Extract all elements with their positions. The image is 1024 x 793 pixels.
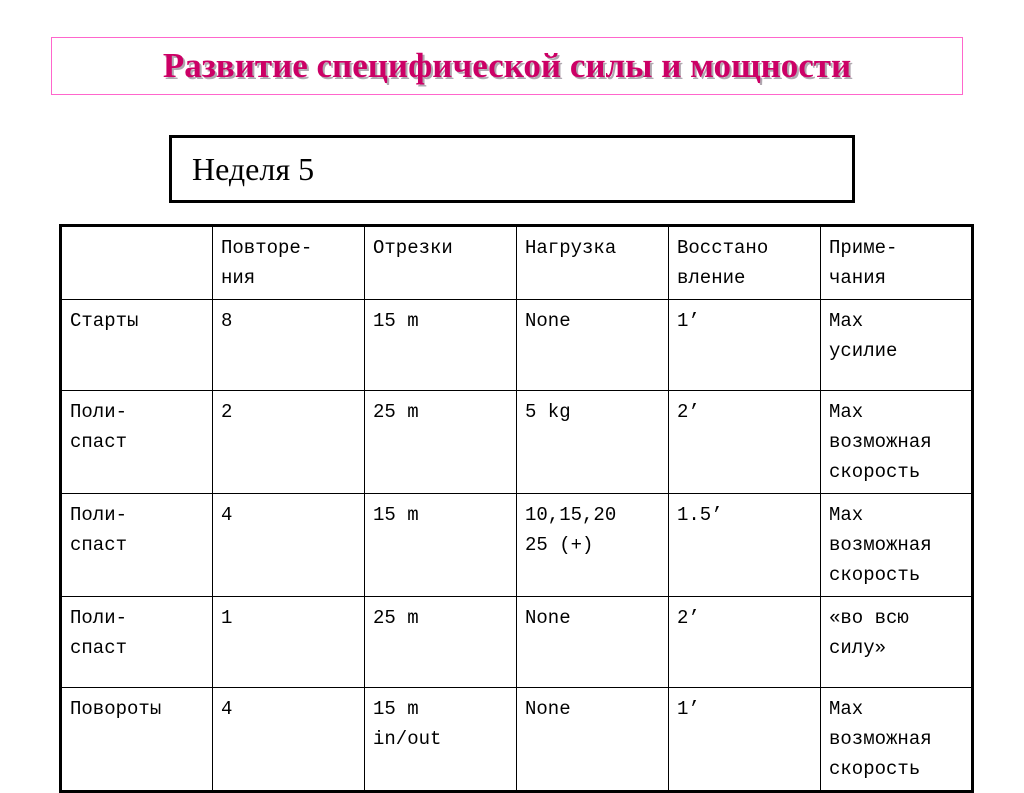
rest-text: 2’ <box>677 401 700 423</box>
rest-cell <box>669 597 821 688</box>
load-cell <box>517 300 669 391</box>
table-row <box>61 391 973 494</box>
note-text: Max возможная скорость <box>829 698 932 780</box>
reps-cell <box>213 300 365 391</box>
load-text: None <box>525 698 571 720</box>
load-text: None <box>525 607 571 629</box>
rest-text: 2’ <box>677 607 700 629</box>
rest-text: 1.5’ <box>677 504 723 526</box>
load-cell <box>517 597 669 688</box>
header-load-text: Нагрузка <box>525 237 617 259</box>
table-row <box>61 494 973 597</box>
note-cell <box>821 688 973 792</box>
rest-cell <box>669 391 821 494</box>
header-cell-rest <box>669 226 821 300</box>
segment-cell <box>365 688 517 792</box>
header-cell-reps <box>213 226 365 300</box>
load-text: None <box>525 310 571 332</box>
table-header-row <box>61 226 973 300</box>
reps-text: 2 <box>221 401 233 423</box>
header-rest-text: Восстано вление <box>677 237 769 289</box>
load-text: 10,15,20 25 (+) <box>525 504 617 556</box>
header-cell-segments <box>365 226 517 300</box>
header-cell-load <box>517 226 669 300</box>
table-row <box>61 300 973 391</box>
note-cell <box>821 391 973 494</box>
segment-cell <box>365 597 517 688</box>
reps-text: 4 <box>221 504 233 526</box>
note-text: Max усилие <box>829 310 898 362</box>
segment-cell <box>365 494 517 597</box>
load-cell <box>517 391 669 494</box>
segment-text: 25 m <box>373 401 419 423</box>
segment-cell <box>365 391 517 494</box>
exercise-cell <box>61 597 213 688</box>
exercise-cell <box>61 300 213 391</box>
title-box <box>51 37 963 95</box>
reps-cell <box>213 597 365 688</box>
reps-cell <box>213 688 365 792</box>
week-box <box>169 135 855 203</box>
reps-text: 8 <box>221 310 233 332</box>
table-row <box>61 688 973 792</box>
reps-cell <box>213 494 365 597</box>
rest-text: 1’ <box>677 310 700 332</box>
week-label: Неделя 5 <box>192 150 315 187</box>
reps-text: 1 <box>221 607 233 629</box>
rest-text: 1’ <box>677 698 700 720</box>
segment-text: 25 m <box>373 607 419 629</box>
schedule-table <box>59 224 974 793</box>
segment-text: 15 m in/out <box>373 698 442 750</box>
header-cell-notes <box>821 226 973 300</box>
header-cell-empty <box>61 226 213 300</box>
exercise-text: Старты <box>70 310 139 332</box>
rest-cell <box>669 494 821 597</box>
header-reps-text: Повторе- ния <box>221 237 313 289</box>
load-text: 5 kg <box>525 401 571 423</box>
header-segments-text: Отрезки <box>373 237 453 259</box>
segment-text: 15 m <box>373 504 419 526</box>
reps-text: 4 <box>221 698 233 720</box>
table-row <box>61 597 973 688</box>
note-cell <box>821 300 973 391</box>
load-cell <box>517 688 669 792</box>
exercise-text: Поли- спаст <box>70 607 128 659</box>
rest-cell <box>669 300 821 391</box>
header-notes-text: Приме- чания <box>829 237 898 289</box>
note-text: Max возможная скорость <box>829 401 932 483</box>
load-cell <box>517 494 669 597</box>
reps-cell <box>213 391 365 494</box>
note-text: Max возможная скорость <box>829 504 932 586</box>
slide-title: Развитие специфической силы и мощности <box>162 46 852 85</box>
note-cell <box>821 597 973 688</box>
exercise-text: Повороты <box>70 698 162 720</box>
rest-cell <box>669 688 821 792</box>
note-cell <box>821 494 973 597</box>
segment-text: 15 m <box>373 310 419 332</box>
exercise-text: Поли- спаст <box>70 401 128 453</box>
note-text: «во всю силу» <box>829 607 909 659</box>
segment-cell <box>365 300 517 391</box>
exercise-cell <box>61 494 213 597</box>
exercise-cell <box>61 391 213 494</box>
exercise-cell <box>61 688 213 792</box>
exercise-text: Поли- спаст <box>70 504 128 556</box>
